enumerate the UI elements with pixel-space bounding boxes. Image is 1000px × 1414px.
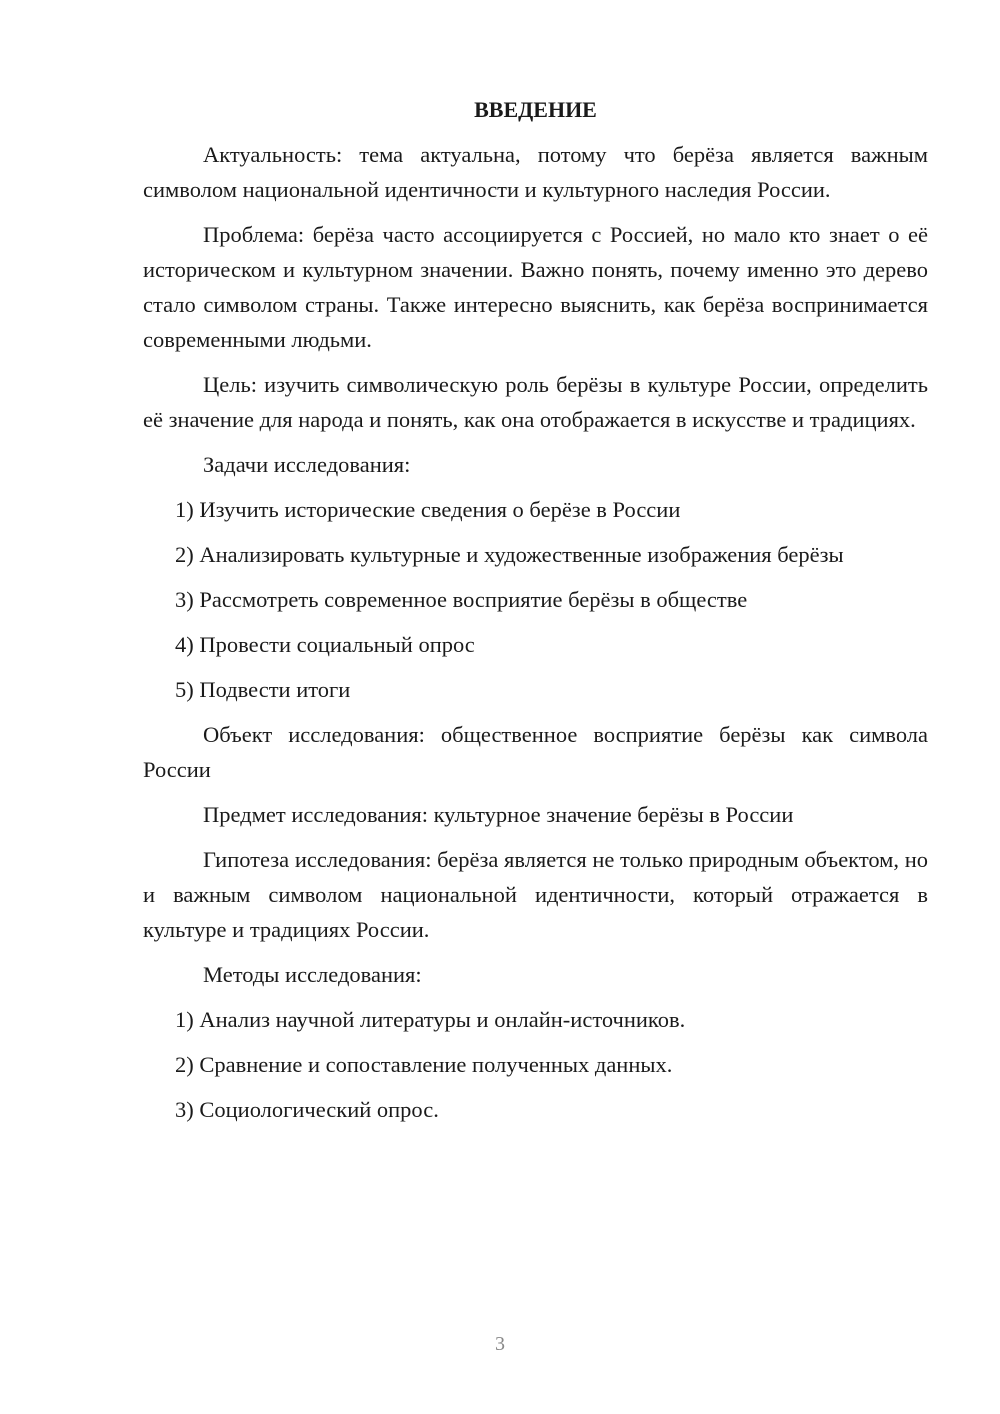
goal-paragraph: Цель: изучить символическую роль берёзы в культуре России, определить её значение для народа и понять, как она отображается в искусстве и традициях. — [143, 372, 928, 432]
document-page — [143, 95, 928, 1137]
task-item: 3) Рассмотреть современное восприятие берёзы в обществе — [175, 587, 748, 612]
methods-heading: Методы исследования: — [203, 962, 422, 987]
method-item: 2) Сравнение и сопоставление полученных данных. — [175, 1052, 673, 1077]
task-item: 2) Анализировать культурные и художественные изображения берёзы — [175, 542, 844, 567]
task-item: 4) Провести социальный опрос — [175, 632, 475, 657]
task-item: 5) Подвести итоги — [175, 677, 351, 702]
subject-paragraph: Предмет исследования: культурное значение берёзы в России — [203, 802, 794, 827]
method-item: 1) Анализ научной литературы и онлайн-источников. — [175, 1007, 686, 1032]
page-number: 3 — [495, 1333, 505, 1355]
object-paragraph: Объект исследования: общественное восприятие берёзы как символа России — [143, 722, 928, 782]
relevance-paragraph: Актуальность: тема актуальна, потому что берёза является важным символом национальной идентичности и культурного наследия России. — [143, 142, 928, 202]
tasks-heading: Задачи исследования: — [203, 452, 411, 477]
task-item: 1) Изучить исторические сведения о берёзе в России — [175, 497, 681, 522]
method-item: 3) Социологический опрос. — [175, 1097, 439, 1122]
hypothesis-paragraph: Гипотеза исследования: берёза является не только природным объектом, но и важным символом национальной идентичности, который отражается в культуре и традициях России. — [143, 847, 928, 942]
section-title: ВВЕДЕНИЕ — [474, 97, 597, 122]
problem-paragraph: Проблема: берёза часто ассоциируется с Россией, но мало кто знает о её историческом и культурном значении. Важно понять, почему именно это дерево стало символом страны. Также интересно выяснить, как берёза воспринимается современными людьми. — [143, 222, 928, 352]
